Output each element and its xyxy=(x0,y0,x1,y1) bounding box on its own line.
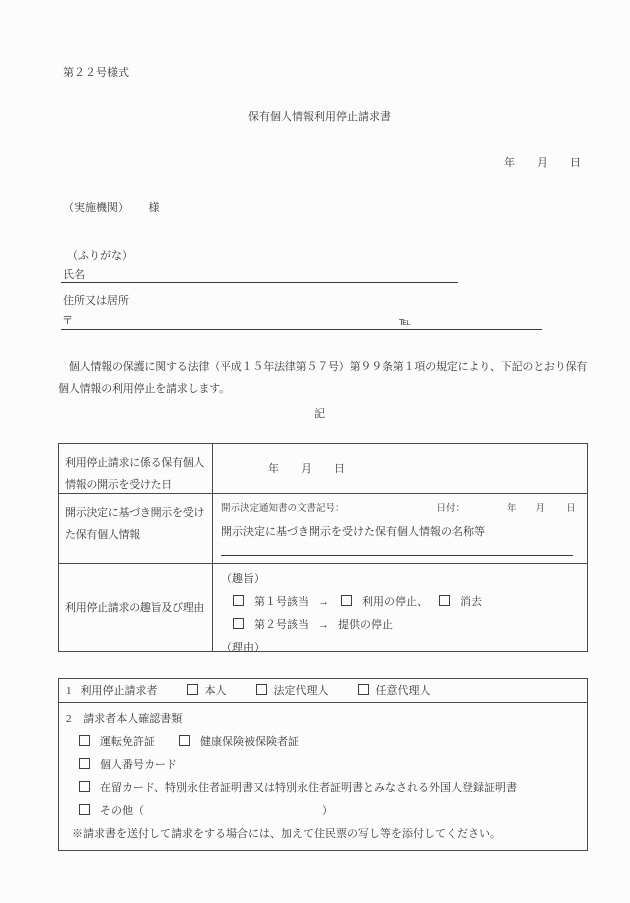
form-number: 第２２号様式 xyxy=(63,67,129,79)
doc-option-line-2 xyxy=(66,754,580,777)
row3-content xyxy=(213,564,587,654)
option-voluntary-rep: 任意代理人 xyxy=(358,684,431,698)
year-label: 年 xyxy=(507,504,517,514)
row-number: 2 xyxy=(66,713,72,725)
checkbox-drivers-license-icon[interactable] xyxy=(79,735,90,746)
table-row xyxy=(59,563,587,654)
row2-header: 開示決定に基づき開示を受け た保有個人情報 xyxy=(59,494,213,563)
arrow-icon: → xyxy=(318,596,329,608)
option-self: 本人 xyxy=(187,684,227,698)
option-erase: 消去 xyxy=(460,596,482,608)
row2-content xyxy=(213,494,587,563)
arrow-icon: → xyxy=(318,619,329,631)
doc-symbol-line[interactable] xyxy=(221,498,577,521)
option-legal-rep: 法定代理人 xyxy=(256,684,329,698)
doc-other-suffix: ） xyxy=(322,805,333,817)
option-stop-provide: 提供の停止 xyxy=(338,619,393,631)
purport-option-1 xyxy=(221,591,577,614)
reason-label: （理由） xyxy=(221,642,265,654)
addressee-line xyxy=(63,201,160,215)
page-title: 保有個人情報利用停止請求書 xyxy=(248,111,391,123)
table-row xyxy=(59,493,587,563)
doc-option-line-3 xyxy=(66,777,580,800)
furigana-label: （ふりがな） xyxy=(67,250,133,262)
item1-label: 第１号該当 xyxy=(254,596,309,608)
body-paragraph xyxy=(58,356,588,400)
checkbox-erase-icon[interactable] xyxy=(439,595,450,606)
postal-mark: 〒 xyxy=(62,315,73,327)
doc-option-line-1 xyxy=(66,731,580,754)
table-row xyxy=(59,444,587,493)
date-field[interactable]: 年 月 日 xyxy=(504,157,581,169)
requester-type-row xyxy=(59,679,587,703)
info-name-field[interactable] xyxy=(221,555,573,556)
id-documents-label-line xyxy=(66,708,580,731)
record-heading: 記 xyxy=(314,408,325,420)
checkbox-residence-card-icon[interactable] xyxy=(79,781,90,792)
checkbox-health-insurance-icon[interactable] xyxy=(179,735,190,746)
day-label: 日 xyxy=(566,504,576,514)
table2-requester-info xyxy=(58,678,588,851)
body-line-1: 個人情報の保護に関する法律（平成１５年法律第５７号）第９９条第１項の規定により、下記のとおり保有 xyxy=(58,361,588,373)
checkbox-item2-icon[interactable] xyxy=(233,618,244,629)
checkbox-item1-icon[interactable] xyxy=(233,595,244,606)
address-label: 住所又は居所 xyxy=(63,295,129,307)
tel-mark: ℡ xyxy=(399,316,411,328)
checkbox-stop-use-icon[interactable] xyxy=(341,595,352,606)
checkbox-voluntary-rep-icon[interactable] xyxy=(358,684,369,695)
checkbox-my-number-card-icon[interactable] xyxy=(79,758,90,769)
date-label: 日付： xyxy=(436,504,466,514)
doc-residence-card: 在留カード、特別永住者証明書又は特別永住者証明書とみなされる外国人登録証明書 xyxy=(100,782,518,794)
doc-health-insurance: 健康保険被保険者証 xyxy=(200,736,299,748)
id-documents-label: 請求者本人確認書類 xyxy=(83,713,183,725)
doc-drivers-license: 運転免許証 xyxy=(100,736,155,748)
checkbox-legal-rep-icon[interactable] xyxy=(256,684,267,695)
purport-label: （趣旨） xyxy=(221,573,265,585)
doc-other-prefix: その他（ xyxy=(100,805,144,817)
doc-symbol-label: 開示決定通知書の文書記号： xyxy=(221,504,345,514)
addressee-honorific: 様 xyxy=(148,202,160,214)
purport-option-2 xyxy=(221,614,577,637)
row-number: 1 xyxy=(66,684,72,697)
name-field[interactable] xyxy=(61,268,458,283)
item2-label: 第２号該当 xyxy=(254,619,309,631)
name-label: 氏名 xyxy=(63,269,85,281)
checkbox-self-icon[interactable] xyxy=(187,684,198,695)
row1-header: 利用停止請求に係る保有個人 情報の開示を受けた日 xyxy=(59,444,213,493)
row1-date-field[interactable]: 年 月 日 xyxy=(268,462,345,475)
checkbox-other-icon[interactable] xyxy=(79,804,90,815)
month-label: 月 xyxy=(535,504,546,514)
option-stop-use: 利用の停止、 xyxy=(362,596,428,608)
requester-type-label: 利用停止請求者 xyxy=(80,684,158,697)
table1-disclosure-info xyxy=(58,443,588,652)
addressee-label: （実施機関） xyxy=(63,202,129,214)
doc-my-number-card: 個人番号カード xyxy=(100,759,177,771)
doc-option-line-4 xyxy=(66,800,580,823)
mailing-note: ※請求書を送付して請求をする場合には、加えて住民票の写し等を添付してください。 xyxy=(72,828,501,840)
row3-header: 利用停止請求の趣旨及び理由 xyxy=(59,564,213,651)
info-name-label: 開示決定に基づき開示を受けた保有個人情報の名称等 xyxy=(221,526,485,538)
postal-tel-field[interactable] xyxy=(61,314,542,330)
body-line-2: 個人情報の利用停止を請求します。 xyxy=(58,383,230,395)
id-documents-row xyxy=(59,703,587,850)
